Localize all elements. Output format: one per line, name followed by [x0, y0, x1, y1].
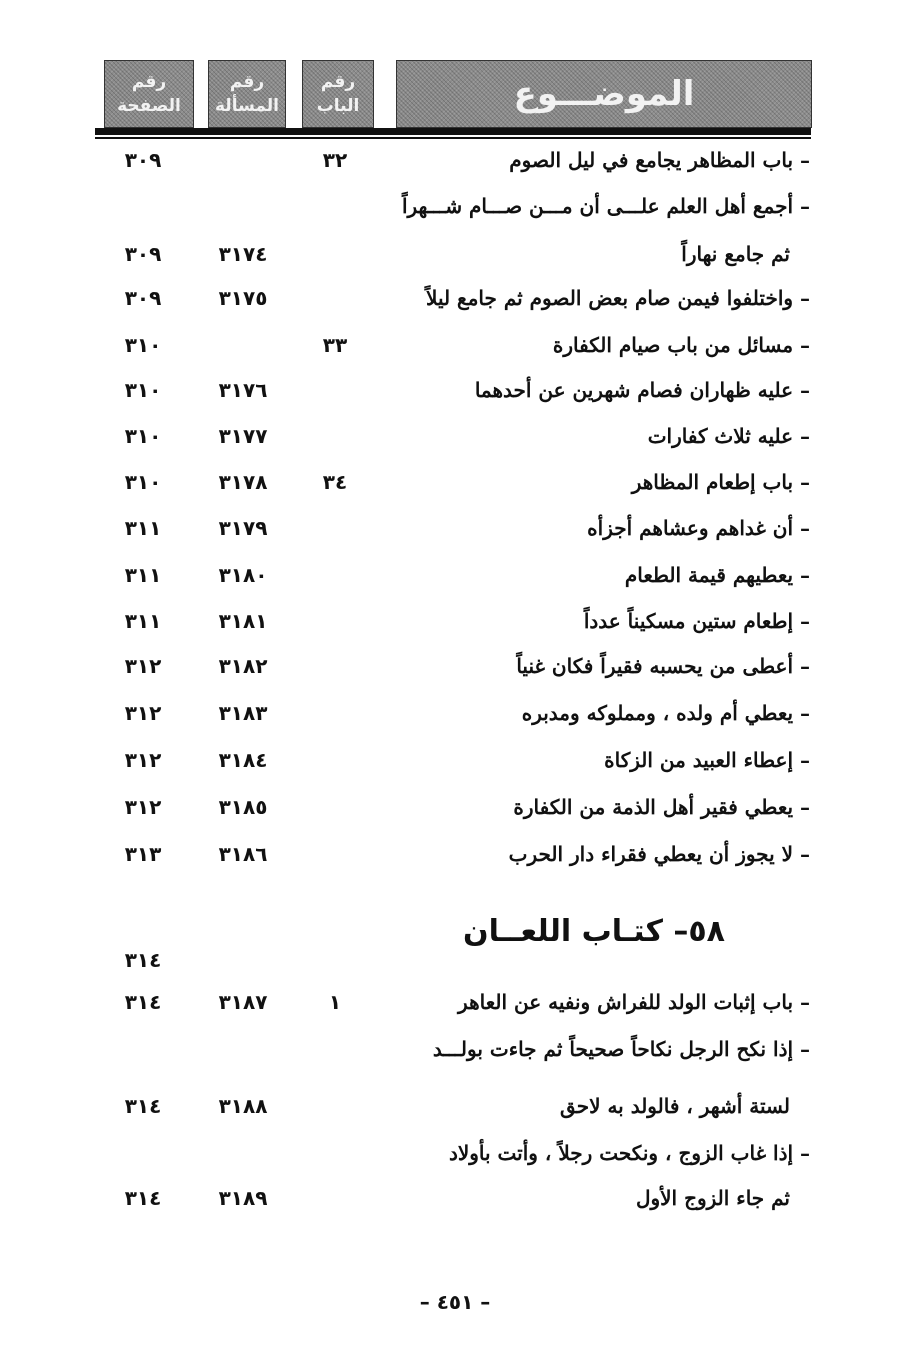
page-number: ٣٠٩	[124, 148, 162, 172]
chapter-number: ١	[328, 990, 342, 1014]
header-topic: الموضـــوع	[396, 60, 812, 128]
page-number: ٣١١	[124, 563, 162, 587]
index-topic: – واختلفوا فيمن صام بعض الصوم ثم جامع ليلاً	[426, 286, 810, 310]
index-topic: – باب إثبات الولد للفراش ونفيه عن العاهر	[458, 990, 810, 1014]
issue-number: ٣١٨٧	[218, 990, 268, 1014]
issue-number: ٣١٧٨	[218, 470, 268, 494]
index-topic: – عليه ظهاران فصام شهرين عن أحدهما	[474, 378, 810, 402]
issue-number: ٣١٧٥	[218, 286, 268, 310]
issue-number: ٣١٨٢	[218, 654, 268, 678]
index-topic: – يعطي أم ولده ، ومملوكه ومدبره	[521, 701, 810, 725]
issue-number: ٣١٨٠	[218, 563, 268, 587]
index-row	[0, 1029, 910, 1069]
issue-number: ٣١٨٨	[218, 1094, 268, 1118]
issue-number: ٣١٧٦	[218, 378, 268, 402]
index-topic: – باب إطعام المظاهر	[631, 470, 810, 494]
chapter-number: ٣٣	[322, 333, 348, 357]
page-number: ٣١٢	[124, 701, 162, 725]
header-chapter-no: رقم الباب	[302, 60, 374, 128]
index-topic: – إذا غاب الزوج ، ونكحت رجلاً ، وأتت بأولاد	[448, 1141, 810, 1165]
index-row	[0, 1178, 910, 1218]
page-number: ٣١٠	[124, 470, 162, 494]
issue-number: ٣١٧٧	[218, 424, 268, 448]
index-row	[0, 140, 910, 180]
index-topic: – إعطاء العبيد من الزكاة	[604, 748, 810, 772]
index-row	[0, 646, 910, 686]
index-row	[0, 234, 910, 274]
index-topic: ثم جامع نهاراً	[681, 242, 790, 266]
index-row	[0, 416, 910, 456]
index-row	[0, 982, 910, 1022]
book-title: ٥٨– كتـاب اللعــان	[463, 914, 725, 949]
book-page-row	[0, 940, 910, 980]
header-rule-thin	[95, 137, 811, 139]
index-row	[0, 787, 910, 827]
index-topic: ثم جاء الزوج الأول	[635, 1186, 790, 1210]
header-rule	[95, 128, 811, 135]
page-number: ٣١٢	[124, 795, 162, 819]
index-topic: – إطعام ستين مسكيناً عدداً	[583, 609, 810, 633]
issue-number: ٣١٨٤	[218, 748, 268, 772]
page-number: ٣١٢	[124, 654, 162, 678]
index-topic: – أن غداهم وعشاهم أجزأه	[587, 516, 810, 540]
header-issue-no: رقم المسألة	[208, 60, 286, 128]
issue-number: ٣١٨٩	[218, 1186, 268, 1210]
index-topic: – لا يجوز أن يعطي فقراء دار الحرب	[508, 842, 810, 866]
index-topic: – يعطيهم قيمة الطعام	[624, 563, 810, 587]
book-page-number: ٣١٤	[124, 948, 162, 972]
page-number: ٣١٠	[124, 424, 162, 448]
page-number: ٣١٠	[124, 333, 162, 357]
page-number: ٣١١	[124, 516, 162, 540]
issue-number: ٣١٨٦	[218, 842, 268, 866]
index-topic: – أعطى من يحسبه فقيراً فكان غنياً	[516, 654, 810, 678]
header-page-no: رقم الصفحة	[104, 60, 194, 128]
index-row	[0, 325, 910, 365]
issue-number: ٣١٧٤	[218, 242, 268, 266]
page-number: ٣١٠	[124, 378, 162, 402]
chapter-number: ٣٤	[322, 470, 348, 494]
index-topic: – عليه ثلاث كفارات	[647, 424, 810, 448]
page-number: ٣١٢	[124, 748, 162, 772]
index-topic: – إذا نكح الرجل نكاحاً صحيحاً ثم جاءت بولـــد	[432, 1037, 810, 1061]
index-row	[0, 370, 910, 410]
page-number: ٣٠٩	[124, 286, 162, 310]
index-row	[0, 740, 910, 780]
index-row	[0, 693, 910, 733]
index-topic: لستة أشهر ، فالولد به لاحق	[560, 1094, 790, 1118]
issue-number: ٣١٨١	[218, 609, 268, 633]
issue-number: ٣١٨٣	[218, 701, 268, 725]
index-row	[0, 1133, 910, 1173]
index-topic: – أجمع أهل العلم علـــى أن مـــن صـــام شـــهراً	[401, 194, 810, 218]
index-row	[0, 601, 910, 641]
index-row	[0, 1086, 910, 1126]
page-number: ٣٠٩	[124, 242, 162, 266]
index-row	[0, 508, 910, 548]
page-number: ٣١٤	[124, 1094, 162, 1118]
index-row	[0, 462, 910, 502]
index-topic: – يعطي فقير أهل الذمة من الكفارة	[513, 795, 810, 819]
index-row	[0, 278, 910, 318]
page-number: ٣١١	[124, 609, 162, 633]
index-row	[0, 186, 910, 226]
page-number: ٣١٤	[124, 1186, 162, 1210]
index-topic: – باب المظاهر يجامع في ليل الصوم	[509, 148, 810, 172]
page-number: ٣١٤	[124, 990, 162, 1014]
page-number: – ٤٥١ –	[419, 1290, 491, 1314]
index-topic: – مسائل من باب صيام الكفارة	[552, 333, 810, 357]
issue-number: ٣١٨٥	[218, 795, 268, 819]
chapter-number: ٣٢	[322, 148, 348, 172]
page-number: ٣١٣	[124, 842, 162, 866]
index-row	[0, 555, 910, 595]
issue-number: ٣١٧٩	[218, 516, 268, 540]
index-row	[0, 834, 910, 874]
